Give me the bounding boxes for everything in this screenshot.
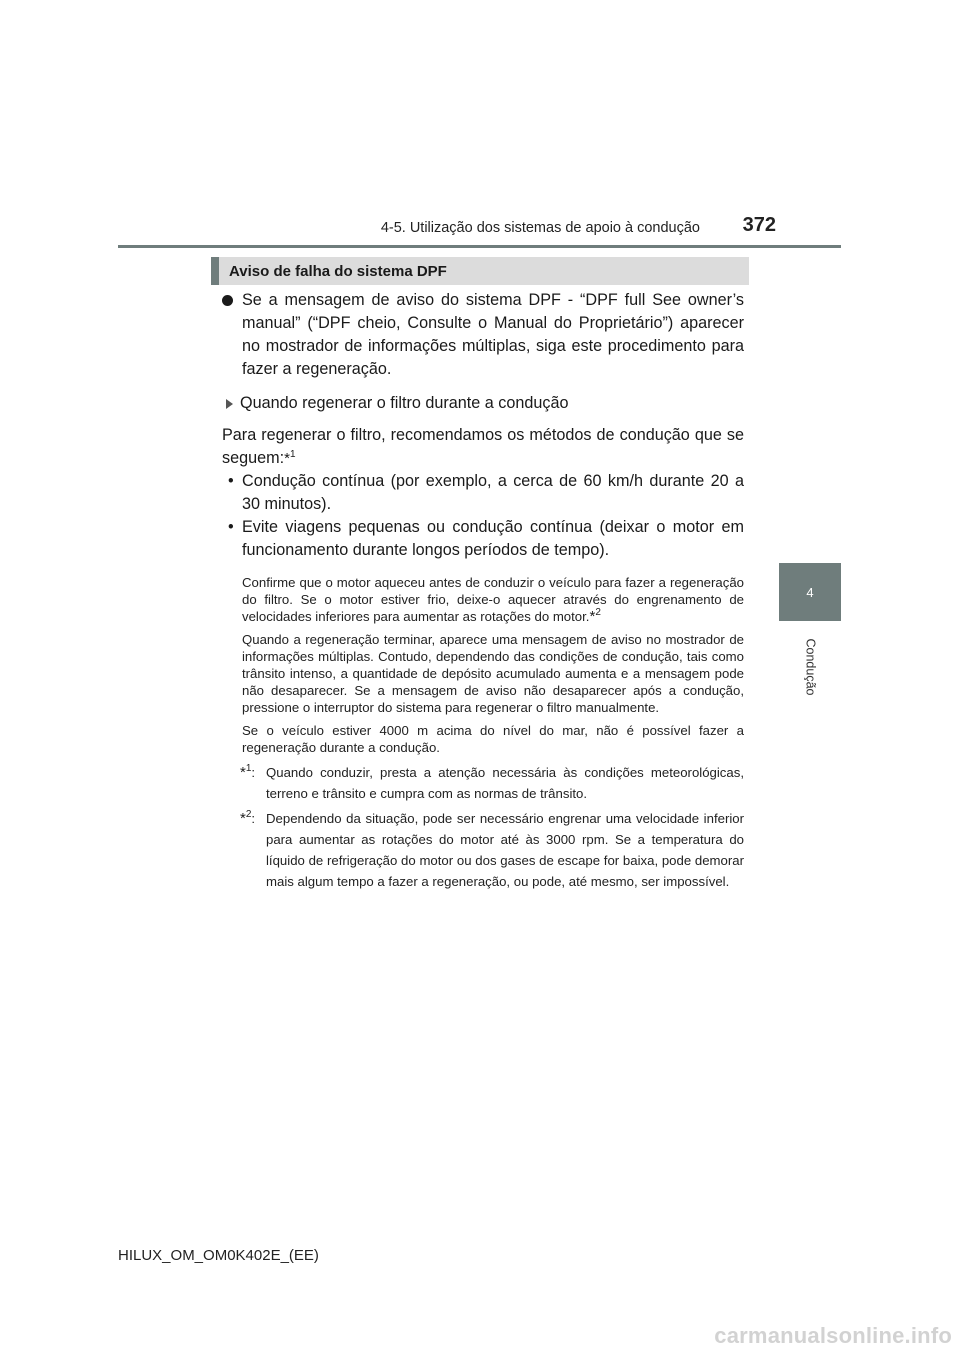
subheading-text: Quando regenerar o filtro durante a condução <box>240 394 569 412</box>
footnote-separator: : <box>251 811 256 826</box>
footnote <box>240 808 744 892</box>
footnote-marker <box>240 762 255 783</box>
footnote-ref-number: 1 <box>289 449 296 460</box>
footnote-separator: : <box>251 765 256 780</box>
main-content <box>222 289 744 896</box>
triangle-right-icon <box>226 399 233 409</box>
footnote-text: Dependendo da situação, pode ser necessário engrenar uma velocidade inferior para aumentar as rotações do motor até às 3000 rpm. Se a temperatura do líquido de refrigeração do motor ou dos gases de escape for baixa, pode demorar mais algum tempo a fazer a regeneração, ou pode, até mesmo, ser impossível. <box>266 811 744 889</box>
footnote-number: 1 <box>245 763 252 774</box>
page-number: 372 <box>742 214 776 236</box>
subheading <box>222 392 744 415</box>
header-divider <box>118 245 841 248</box>
list-item <box>222 470 744 516</box>
footnote-text: Quando conduzir, presta a atenção necessária às condições meteorológicas, terreno e trânsito e cumpra com as normas de trânsito. <box>266 765 744 801</box>
footnote-ref-star: * <box>589 608 596 625</box>
list-bullet: • <box>228 518 234 536</box>
note-paragraph: Se o veículo estiver 4000 m acima do nível do mar, não é possível fazer a regeneração durante a condução. <box>242 723 744 755</box>
footnote-star: * <box>240 810 246 827</box>
footnote <box>240 762 744 804</box>
footnote-number: 2 <box>245 809 252 820</box>
list-item-text: Evite viagens pequenas ou condução contínua (deixar o motor em funcionamento durante longos períodos de tempo). <box>242 518 744 559</box>
bullet-paragraph <box>222 289 744 381</box>
bullet-text: Se a mensagem de aviso do sistema DPF - “DPF full See owner’s manual” (“DPF cheio, Consulte o Manual do Proprietário”) aparecer no mostrador de informações múltiplas, siga este procedimento para fazer a regeneração. <box>242 291 744 378</box>
note-paragraph <box>242 574 744 625</box>
watermark-link[interactable]: carmanualsonline.info <box>714 1323 952 1348</box>
intro-text: Para regenerar o filtro, recomendamos os métodos de condução que se seguem: <box>222 426 744 467</box>
bullet-dot-icon <box>222 295 233 306</box>
section-heading-bar <box>211 257 749 285</box>
footnote-marker <box>240 808 255 829</box>
chapter-label-text: Condução <box>803 638 817 696</box>
chapter-tab[interactable] <box>779 563 841 621</box>
footnote-ref-star: * <box>284 450 290 467</box>
section-title: Aviso de falha do sistema DPF <box>229 262 447 280</box>
note-text: Confirme que o motor aqueceu antes de conduzir o veículo para fazer a regeneração do filtro. Se o motor estiver frio, deixe-o aquecer através do engrenamento de velocidades inferiores para aumentar as rotações do motor. <box>242 575 744 624</box>
section-header-title: 4-5. Utilização dos sistemas de apoio à condução <box>380 220 700 236</box>
footnote-star: * <box>240 764 246 781</box>
note-paragraph: Quando a regeneração terminar, aparece uma mensagem de aviso no mostrador de informações múltiplas. Contudo, dependendo das condições de condução, tais como trânsito intenso, a quantidade de depósito acumulado aumenta e a mensagem pode não desaparecer. Se a mensagem de aviso não desaparecer após a condução, pressione o interruptor do sistema para regenerar o filtro manualmente. <box>242 632 744 715</box>
chapter-label <box>781 632 839 702</box>
footnote-ref-number: 2 <box>595 607 601 618</box>
list-item-text: Condução contínua (por exemplo, a cerca de 60 km/h durante 20 a 30 minutos). <box>242 472 744 513</box>
chapter-number: 4 <box>806 584 814 600</box>
document-code: HILUX_OM_OM0K402E_(EE) <box>118 1247 319 1264</box>
intro-paragraph <box>222 424 744 470</box>
list-bullet: • <box>228 472 234 490</box>
list-item <box>222 516 744 562</box>
